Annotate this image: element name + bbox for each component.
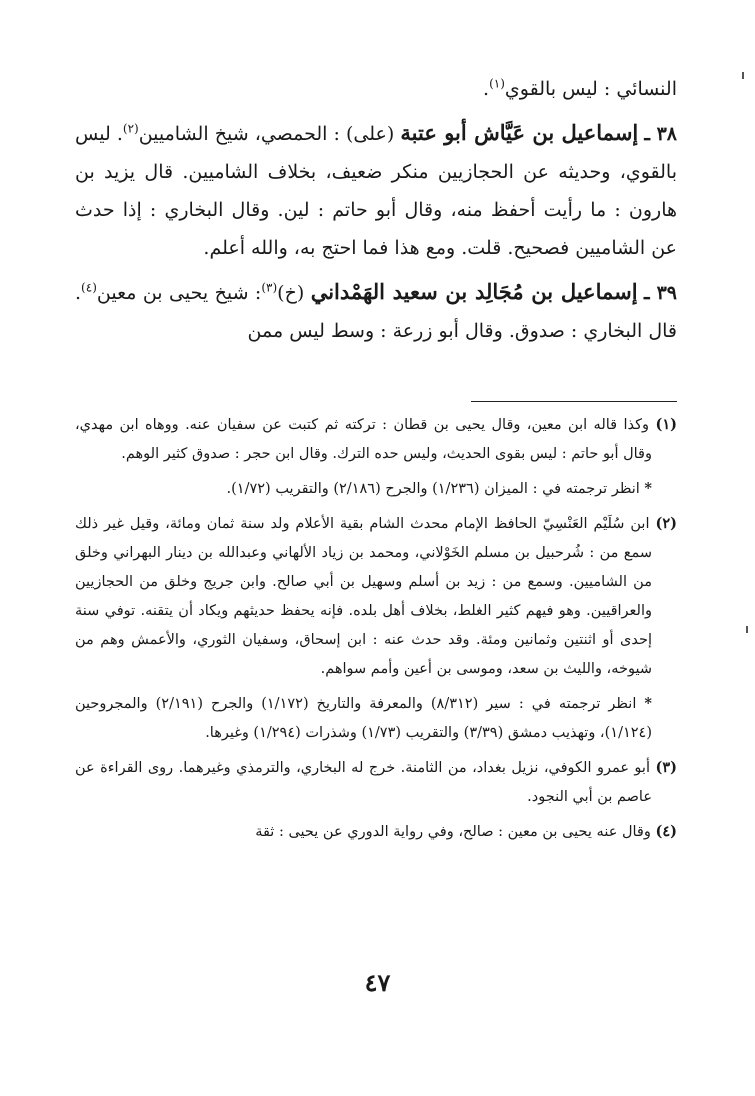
footnote-text: أبو عمرو الكوفي، نزيل بغداد، من الثامنة. خرج له البخاري، والترمذي وغيرهما. روى القراءة عن عاصم بن أبي النجود. bbox=[75, 760, 652, 805]
footnote-marker: (٢) bbox=[655, 515, 677, 532]
entry-name: إسماعيل بن مُجَالِد بن سعيد الهَمْداني bbox=[310, 279, 638, 304]
footnote-marker: (١) bbox=[655, 416, 678, 433]
footnote-4 bbox=[75, 817, 677, 847]
footnote-1 bbox=[75, 410, 677, 469]
footnote-3 bbox=[75, 753, 677, 812]
text: . bbox=[483, 78, 490, 100]
entry-text: (خ) bbox=[277, 282, 311, 304]
footnote-marker: (٤) bbox=[655, 823, 677, 840]
footnote-2 bbox=[75, 509, 677, 684]
footnote-ref: (٤) bbox=[81, 280, 97, 295]
asterisk-icon: * bbox=[644, 480, 652, 497]
entry-text: . قال البخاري : صدوق. وقال أبو زرعة : وسط ليس ممن bbox=[75, 282, 677, 342]
entry-number: ٣٨ ـ bbox=[644, 123, 678, 145]
main-text bbox=[75, 70, 677, 350]
entry-text: . ليس بالقوي، وحديثه عن الحجازيين منكر ضعيف، بخلاف الشاميين. قال يزيد بن هارون : ما رأيت أحفظ منه، وقال أبو حاتم : لين. وقال البخاري : إذا حدث عن الشاميين فصحيح. قلت. ومع هذا فما احتج به، والله أعلم. bbox=[75, 123, 677, 259]
footnote-ref: (١) bbox=[489, 76, 505, 91]
footnote-1-references bbox=[75, 474, 677, 504]
footnote-ref: (٢) bbox=[122, 121, 139, 136]
footnote-2-references bbox=[75, 689, 677, 748]
reference-text: انظر ترجمته في : الميزان (١/٢٣٦) والجرح (٢/١٨٦) والتقريب (١/٧٢). bbox=[226, 481, 640, 497]
entry-text: (على) : الحمصي، شيخ الشاميين bbox=[138, 123, 401, 145]
footnote-marker: (٣) bbox=[655, 759, 677, 776]
footnote-ref: (٣) bbox=[261, 280, 278, 295]
entry-38 bbox=[75, 114, 677, 267]
entry-number: ٣٩ ـ bbox=[644, 282, 677, 304]
scan-mark bbox=[746, 626, 748, 633]
footnote-separator bbox=[471, 401, 677, 402]
text: النسائي : ليس بالقوي bbox=[504, 78, 677, 100]
footnote-text: وكذا قاله ابن معين، وقال يحيى بن قطان : تركته ثم كتبت عن سفيان عنه. ووهاه ابن مهدي، وقال أبو حاتم : ليس بقوى الحديث، وليس حده الترك. وقال ابن حجر : صدوق كثير الوهم. bbox=[75, 417, 652, 462]
entry-39 bbox=[75, 273, 677, 350]
page-number: ٤٧ bbox=[364, 968, 391, 997]
entry-name: إسماعيل بن عَيَّاش أبو عتبة bbox=[400, 120, 639, 145]
line-nasai bbox=[75, 70, 677, 108]
asterisk-icon: * bbox=[644, 695, 653, 712]
footnote-text: وقال عنه يحيى بن معين : صالح، وفي رواية الدوري عن يحيى : ثقة bbox=[255, 824, 651, 840]
footnotes bbox=[75, 410, 677, 852]
entry-text: : شيخ يحيى بن معين bbox=[96, 282, 262, 304]
scan-mark bbox=[742, 72, 744, 79]
reference-text: انظر ترجمته في : سير (٨/٣١٢) والمعرفة والتاريخ (١/١٧٢) والجرح (٢/١٩١) والمجروحين (١/١٢٤)، وتهذيب دمشق (٣/٣٩) والتقريب (١/٧٣) وشذرات (١/٢٩٤) وغيرها. bbox=[75, 696, 652, 741]
footnote-text: ابن سُلَيْم العَنْسِيّ الحافظ الإمام محدث الشام بقية الأعلام ولد سنة ثمان ومائة، وقيل غير ذلك سمع من : شُرحبيل بن مسلم الخَوْلاني، ومحمد بن زياد الألهاني وعبدالله بن دينار البهراني وخلق من الشاميين. وسمع من : زيد بن أسلم وسهيل بن أبي صالح. وابن جريج وخلق من الحجازيين والعراقيين. وهو فيهم كثير الغلط، بخلاف أهل بلده. فإنه يحفظ حديثهم ويكاد أن يتقنه. توفي سنة إحدى أو اثنتين وثمانين ومئة. وقد حدث عنه : ابن إسحاق، وسفيان الثوري، والأعمش وهم من شيوخه، والليث بن سعد، وموسى بن أعين وأمم سواهم. bbox=[75, 516, 652, 677]
